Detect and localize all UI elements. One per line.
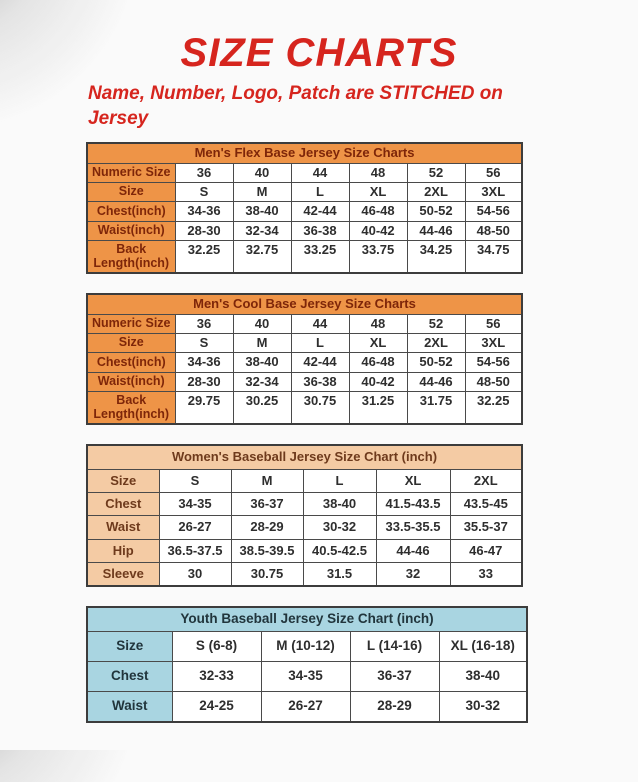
size-value-cell: 40-42 (349, 221, 407, 240)
row-label: Chest (87, 661, 172, 691)
table-row (87, 562, 522, 586)
page-subtitle: Name, Number, Logo, Patch are STITCHED on Jersey (88, 83, 503, 129)
size-value-cell: 40 (233, 314, 291, 333)
size-value-cell: 2XL (407, 182, 465, 201)
size-value-cell: L (303, 469, 376, 492)
size-value-cell: 32.75 (233, 240, 291, 273)
table-title-mens-flex: Men's Flex Base Jersey Size Charts (87, 143, 522, 163)
size-value-cell: 44-46 (407, 221, 465, 240)
size-table-youth (86, 606, 528, 722)
size-value-cell: 52 (407, 314, 465, 333)
row-label: Back Length(inch) (87, 240, 175, 273)
size-value-cell: 24-25 (172, 691, 261, 721)
table-row (87, 516, 522, 539)
size-value-cell: 33.75 (349, 240, 407, 273)
size-value-cell: 30-32 (303, 516, 376, 539)
table-row (87, 221, 522, 240)
table-row (87, 163, 522, 182)
size-chart-sheet (0, 32, 638, 782)
size-value-cell: 30-32 (439, 691, 527, 721)
size-value-cell: 52 (407, 163, 465, 182)
size-value-cell: 54-56 (465, 353, 522, 372)
size-value-cell: 36-37 (231, 492, 303, 515)
table-row (87, 391, 522, 424)
table-row (87, 372, 522, 391)
size-value-cell: 40-42 (349, 372, 407, 391)
size-value-cell: 34.75 (465, 240, 522, 273)
size-value-cell: 3XL (465, 333, 522, 352)
table-title-youth: Youth Baseball Jersey Size Chart (inch) (87, 607, 527, 631)
size-value-cell: 28-29 (350, 691, 439, 721)
row-label: Chest(inch) (87, 202, 175, 221)
size-value-cell: 56 (465, 314, 522, 333)
table-row (87, 182, 522, 201)
size-value-cell: 34-36 (175, 353, 233, 372)
size-value-cell: 32-34 (233, 372, 291, 391)
size-value-cell: L (291, 182, 349, 201)
size-value-cell: 34-36 (175, 202, 233, 221)
size-value-cell: XL (349, 333, 407, 352)
size-value-cell: 26-27 (159, 516, 231, 539)
row-label: Waist(inch) (87, 221, 175, 240)
row-label: Numeric Size (87, 163, 175, 182)
size-value-cell: 33 (450, 562, 522, 586)
size-value-cell: 36 (175, 314, 233, 333)
size-value-cell: XL (376, 469, 450, 492)
size-value-cell: 43.5-45 (450, 492, 522, 515)
size-value-cell: 34.25 (407, 240, 465, 273)
size-value-cell: S (175, 333, 233, 352)
size-value-cell: 38-40 (233, 353, 291, 372)
row-label: Back Length(inch) (87, 391, 175, 424)
size-value-cell: M (231, 469, 303, 492)
size-value-cell: 38-40 (303, 492, 376, 515)
size-value-cell: S (6-8) (172, 631, 261, 661)
size-value-cell: 50-52 (407, 353, 465, 372)
table-row (87, 202, 522, 221)
size-value-cell: 54-56 (465, 202, 522, 221)
size-value-cell: 36.5-37.5 (159, 539, 231, 562)
size-table-mens-flex (86, 142, 523, 274)
row-label: Sleeve (87, 562, 159, 586)
row-label: Waist(inch) (87, 372, 175, 391)
size-value-cell: S (175, 182, 233, 201)
row-label: Waist (87, 691, 172, 721)
row-label: Size (87, 469, 159, 492)
size-value-cell: 28-30 (175, 221, 233, 240)
page-title: SIZE CHARTS (180, 31, 458, 75)
size-value-cell: S (159, 469, 231, 492)
size-value-cell: 2XL (450, 469, 522, 492)
size-value-cell: 32.25 (465, 391, 522, 424)
size-table-womens (86, 444, 523, 587)
size-value-cell: XL (349, 182, 407, 201)
row-label: Chest(inch) (87, 353, 175, 372)
table-row (87, 691, 527, 721)
size-value-cell: 28-29 (231, 516, 303, 539)
size-value-cell: 3XL (465, 182, 522, 201)
size-value-cell: 35.5-37 (450, 516, 522, 539)
table-row (87, 492, 522, 515)
table-row (87, 631, 527, 661)
table-row (87, 469, 522, 492)
size-value-cell: 30.75 (291, 391, 349, 424)
table-row (87, 539, 522, 562)
size-value-cell: 31.75 (407, 391, 465, 424)
size-value-cell: 40 (233, 163, 291, 182)
size-value-cell: 30.25 (233, 391, 291, 424)
size-value-cell: 34-35 (159, 492, 231, 515)
size-value-cell: 44 (291, 314, 349, 333)
size-tables-container (86, 142, 638, 722)
table-row (87, 661, 527, 691)
size-value-cell: 36-38 (291, 221, 349, 240)
size-value-cell: M (10-12) (261, 631, 350, 661)
size-value-cell: 32.25 (175, 240, 233, 273)
size-value-cell: 34-35 (261, 661, 350, 691)
size-value-cell: XL (16-18) (439, 631, 527, 661)
size-value-cell: 40.5-42.5 (303, 539, 376, 562)
row-label: Size (87, 182, 175, 201)
size-value-cell: 31.5 (303, 562, 376, 586)
table-title-mens-cool: Men's Cool Base Jersey Size Charts (87, 294, 522, 314)
size-value-cell: 56 (465, 163, 522, 182)
size-value-cell: L (14-16) (350, 631, 439, 661)
size-value-cell: 33.5-35.5 (376, 516, 450, 539)
size-value-cell: 42-44 (291, 353, 349, 372)
size-value-cell: 38-40 (233, 202, 291, 221)
size-value-cell: 29.75 (175, 391, 233, 424)
size-value-cell: 33.25 (291, 240, 349, 273)
table-row (87, 353, 522, 372)
size-value-cell: 44-46 (407, 372, 465, 391)
size-value-cell: 32-34 (233, 221, 291, 240)
size-value-cell: 28-30 (175, 372, 233, 391)
size-value-cell: 44 (291, 163, 349, 182)
size-value-cell: M (233, 333, 291, 352)
size-value-cell: L (291, 333, 349, 352)
size-value-cell: 36-37 (350, 661, 439, 691)
size-value-cell: 46-47 (450, 539, 522, 562)
row-label: Waist (87, 516, 159, 539)
size-value-cell: 50-52 (407, 202, 465, 221)
row-label: Size (87, 631, 172, 661)
size-value-cell: M (233, 182, 291, 201)
size-value-cell: 48-50 (465, 372, 522, 391)
size-value-cell: 32-33 (172, 661, 261, 691)
size-value-cell: 36-38 (291, 372, 349, 391)
table-title-womens: Women's Baseball Jersey Size Chart (inch) (87, 445, 522, 469)
size-value-cell: 48-50 (465, 221, 522, 240)
size-value-cell: 36 (175, 163, 233, 182)
size-value-cell: 41.5-43.5 (376, 492, 450, 515)
size-value-cell: 26-27 (261, 691, 350, 721)
size-value-cell: 44-46 (376, 539, 450, 562)
size-value-cell: 42-44 (291, 202, 349, 221)
size-value-cell: 38.5-39.5 (231, 539, 303, 562)
row-label: Chest (87, 492, 159, 515)
row-label: Size (87, 333, 175, 352)
row-label: Hip (87, 539, 159, 562)
table-row (87, 333, 522, 352)
size-table-mens-cool (86, 293, 523, 425)
size-value-cell: 48 (349, 314, 407, 333)
size-value-cell: 46-48 (349, 202, 407, 221)
size-value-cell: 46-48 (349, 353, 407, 372)
table-row (87, 240, 522, 273)
row-label: Numeric Size (87, 314, 175, 333)
size-value-cell: 38-40 (439, 661, 527, 691)
size-value-cell: 2XL (407, 333, 465, 352)
size-value-cell: 32 (376, 562, 450, 586)
table-row (87, 314, 522, 333)
size-value-cell: 31.25 (349, 391, 407, 424)
size-value-cell: 30 (159, 562, 231, 586)
size-value-cell: 30.75 (231, 562, 303, 586)
size-value-cell: 48 (349, 163, 407, 182)
